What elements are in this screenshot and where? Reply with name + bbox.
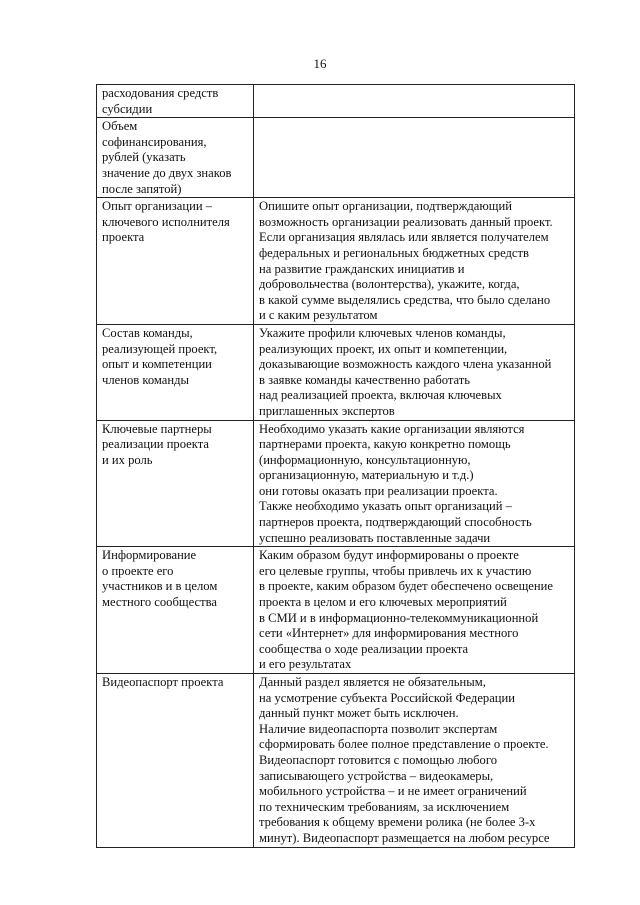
content-line: по техническим требованиям, за исключением: [259, 799, 510, 814]
label-line: Ключевые партнеры: [102, 421, 212, 436]
content-line: его целевые группы, чтобы привлечь их к участию: [259, 563, 532, 578]
row-label-cell: [97, 420, 254, 547]
row-content-cell: [254, 420, 575, 547]
application-form-table: [96, 84, 575, 848]
content-line: успешно реализовать поставленные задачи: [259, 530, 491, 545]
content-line: Если организация являлась или является получателем: [259, 230, 549, 245]
content-line: в какой сумме выделялись средства, что было сделано: [259, 292, 551, 307]
label-line: реализующей проект,: [102, 341, 218, 356]
label-line: членов команды: [102, 372, 189, 387]
content-line: в СМИ и в информационно-телекоммуникационной: [259, 610, 539, 625]
content-line: на усмотрение субъекта Российской Федерации: [259, 690, 516, 705]
row-content-cell: [254, 85, 575, 118]
table-row: [97, 420, 575, 547]
content-line: требования к общему времени ролика (не более 3-х: [259, 815, 536, 830]
content-line: доказывающие возможность каждого члена указанной: [259, 357, 552, 372]
label-line: реализации проекта: [102, 437, 209, 452]
content-line: партнерами проекта, какую конкретно помощь: [259, 437, 511, 452]
table-row: [97, 674, 575, 848]
row-content-cell: [254, 324, 575, 420]
content-line: Каким образом будут информированы о проекте: [259, 548, 519, 563]
label-line: расходования средств: [102, 86, 219, 100]
label-line: проекта: [102, 230, 145, 245]
content-line: и его результатах: [259, 657, 352, 672]
content-line: минут). Видеопаспорт размещается на любом ресурсе: [259, 830, 550, 845]
content-line: над реализацией проекта, включая ключевых: [259, 388, 502, 403]
content-line: и с каким результатом: [259, 308, 378, 323]
content-line: записывающего устройства – видеокамеры,: [259, 768, 494, 783]
content-line: Укажите профили ключевых членов команды,: [259, 325, 506, 340]
content-line: данный пункт может быть исключен.: [259, 706, 459, 721]
content-line: Опишите опыт организации, подтверждающий: [259, 199, 512, 214]
content-line: реализующих проект, их опыт и компетенции,: [259, 341, 508, 356]
page-number: 16: [313, 56, 327, 71]
content-line: добровольчества (волонтерства), укажите, когда,: [259, 277, 520, 292]
row-label-cell: [97, 324, 254, 420]
content-line: Видеопаспорт готовится с помощью любого: [259, 752, 498, 767]
row-label-cell: [97, 547, 254, 674]
content-line: сформировать более полное представление о проекте.: [259, 737, 549, 752]
content-line: в проекте, каким образом будет обеспечено освещение: [259, 579, 553, 594]
label-line: и их роль: [102, 452, 153, 467]
table-row: [97, 324, 575, 420]
table-row: [97, 198, 575, 325]
label-line: субсидии: [102, 101, 153, 116]
content-line: Данный раздел является не обязательным,: [259, 675, 486, 689]
label-line: опыт и компетенции: [102, 357, 212, 372]
content-line: они готовы оказать при реализации проекта.: [259, 483, 498, 498]
row-content-cell: [254, 118, 575, 198]
content-line: возможность организации реализовать данный проект.: [259, 214, 553, 229]
content-line: проекта в целом и его ключевых мероприятий: [259, 595, 507, 610]
row-content-cell: [254, 674, 575, 848]
content-line: организационную, материальную и т.д.): [259, 468, 474, 483]
content-line: федеральных и региональных бюджетных средств: [259, 245, 529, 260]
label-line: значение до двух знаков: [102, 165, 232, 180]
label-line: Опыт организации –: [102, 199, 213, 214]
row-label-cell: [97, 674, 254, 848]
content-line: на развитие гражданских инициатив и: [259, 261, 465, 276]
content-line: сообщества о ходе реализации проекта: [259, 641, 469, 656]
content-line: Наличие видеопаспорта позволит экспертам: [259, 721, 498, 736]
content-line: приглашенных экспертов: [259, 403, 395, 418]
content-line: Также необходимо указать опыт организаций –: [259, 499, 512, 514]
label-line: Объем: [102, 119, 138, 134]
row-content-cell: [254, 198, 575, 325]
label-line: софинансирования,: [102, 134, 207, 149]
label-line: ключевого исполнителя: [102, 214, 230, 229]
label-line: Видеопаспорт проекта: [102, 675, 224, 689]
row-content-cell: [254, 547, 575, 674]
content-line: партнеров проекта, подтверждающий способность: [259, 515, 532, 530]
row-label-cell: [97, 198, 254, 325]
label-line: Информирование: [102, 548, 197, 563]
content-line: в заявке команды качественно работать: [259, 372, 471, 387]
content-line: Необходимо указать какие организации являются: [259, 421, 525, 436]
table-row: [97, 85, 575, 118]
table-row: [97, 547, 575, 674]
row-label-cell: [97, 85, 254, 118]
content-line: (информационную, консультационную,: [259, 452, 471, 467]
label-line: о проекте его: [102, 563, 174, 578]
label-line: Состав команды,: [102, 325, 193, 340]
label-line: после запятой): [102, 181, 182, 196]
label-line: рублей (указать: [102, 150, 186, 165]
content-line: мобильного устройства – и не имеет ограничений: [259, 784, 527, 799]
row-label-cell: [97, 118, 254, 198]
label-line: местного сообщества: [102, 595, 217, 610]
table-row: [97, 118, 575, 198]
content-line: сети «Интернет» для информирования местного: [259, 626, 519, 641]
label-line: участников и в целом: [102, 579, 218, 594]
